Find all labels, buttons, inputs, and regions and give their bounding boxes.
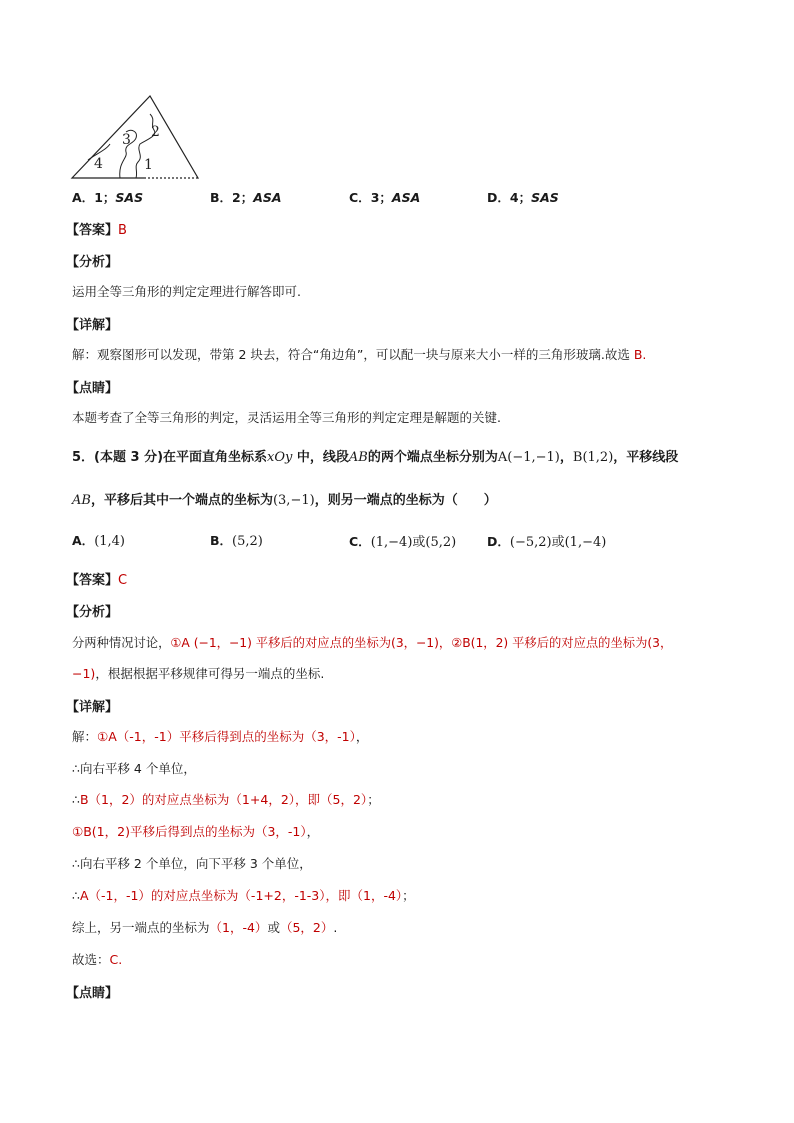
triangle-diagram <box>66 92 202 184</box>
q5-detail-line: 综上，另一端点的坐标为（1，-4）或（5，2）. <box>72 920 338 935</box>
q4-comment-text: 本题考查了全等三角形的判定，灵活运用全等三角形的判定定理是解题的关键. <box>72 410 501 425</box>
q4-detail-label: 【详解】 <box>66 318 119 333</box>
q5-comment-label: 【点睛】 <box>66 986 119 1001</box>
q5-detail-line: ∴A（-1，-1）的对应点坐标为（-1+2，-1-3），即（1，-4）； <box>72 888 415 903</box>
q5-option-c: C．(1,−4)或(5,2) <box>349 534 457 550</box>
q5-stem-line1: 5．(本题 3 分)在平面直角坐标系xOy 中，线段AB的两个端点坐标分别为A(−1,−1)，B(1,2)，平移线段 <box>72 450 679 465</box>
q5-detail-line: ∴向右平移 2 个单位，向下平移 3 个单位， <box>72 856 312 871</box>
q5-detail-line: ∴B（1，2）的对应点坐标为（1+4，2），即（5，2）； <box>72 792 380 807</box>
q5-analysis-line1: 分两种情况讨论，①A (−1，−1) 平移后的对应点的坐标为(3，−1)，②B(1，2) 平移后的对应点的坐标为(3， <box>72 636 673 650</box>
q5-stem-line2: AB，平移后其中一个端点的坐标为(3,−1)，则另一端点的坐标为（ ） <box>72 493 497 508</box>
q4-analysis-text: 运用全等三角形的判定定理进行解答即可. <box>72 284 301 299</box>
q5-option-a: A．(1,4) <box>72 533 126 549</box>
q4-detail-text: 解：观察图形可以发现，带第 2 块去，符合“角边角”，可以配一块与原来大小一样的三角形玻璃.故选 B. <box>72 347 647 362</box>
q5-analysis-line2: −1)，根据根据平移规律可得另一端点的坐标. <box>72 666 325 681</box>
q5-detail-label: 【详解】 <box>66 700 119 715</box>
q5-option-d: D．(−5,2)或(1,−4) <box>487 534 607 550</box>
q4-option-b: B．2；ASA <box>210 190 282 205</box>
q5-option-b: B．(5,2) <box>210 533 263 549</box>
q5-detail-line: ①B(1，2)平移后得到点的坐标为（3，-1）， <box>72 824 320 839</box>
q5-detail-line: 故选：C. <box>72 952 123 967</box>
piece-label-4: 4 <box>94 156 103 172</box>
triangle-figure <box>66 92 202 188</box>
q4-analysis-label: 【分析】 <box>66 255 119 270</box>
q5-detail-line: ∴向右平移 4 个单位， <box>72 761 196 776</box>
q4-option-c: C．3；ASA <box>349 190 421 205</box>
q5-detail-line: 解：①A（-1，-1）平移后得到点的坐标为（3，-1）， <box>72 729 369 744</box>
q5-analysis-label: 【分析】 <box>66 605 119 620</box>
q4-comment-label: 【点睛】 <box>66 381 119 396</box>
piece-label-2: 2 <box>151 124 160 140</box>
piece-label-1: 1 <box>144 157 153 173</box>
q5-answer: 【答案】C <box>66 573 128 588</box>
q4-option-a: A．1；SAS <box>72 190 144 205</box>
q4-answer: 【答案】B <box>66 223 127 238</box>
q4-option-d: D．4；SAS <box>487 190 559 205</box>
piece-label-3: 3 <box>122 132 131 148</box>
